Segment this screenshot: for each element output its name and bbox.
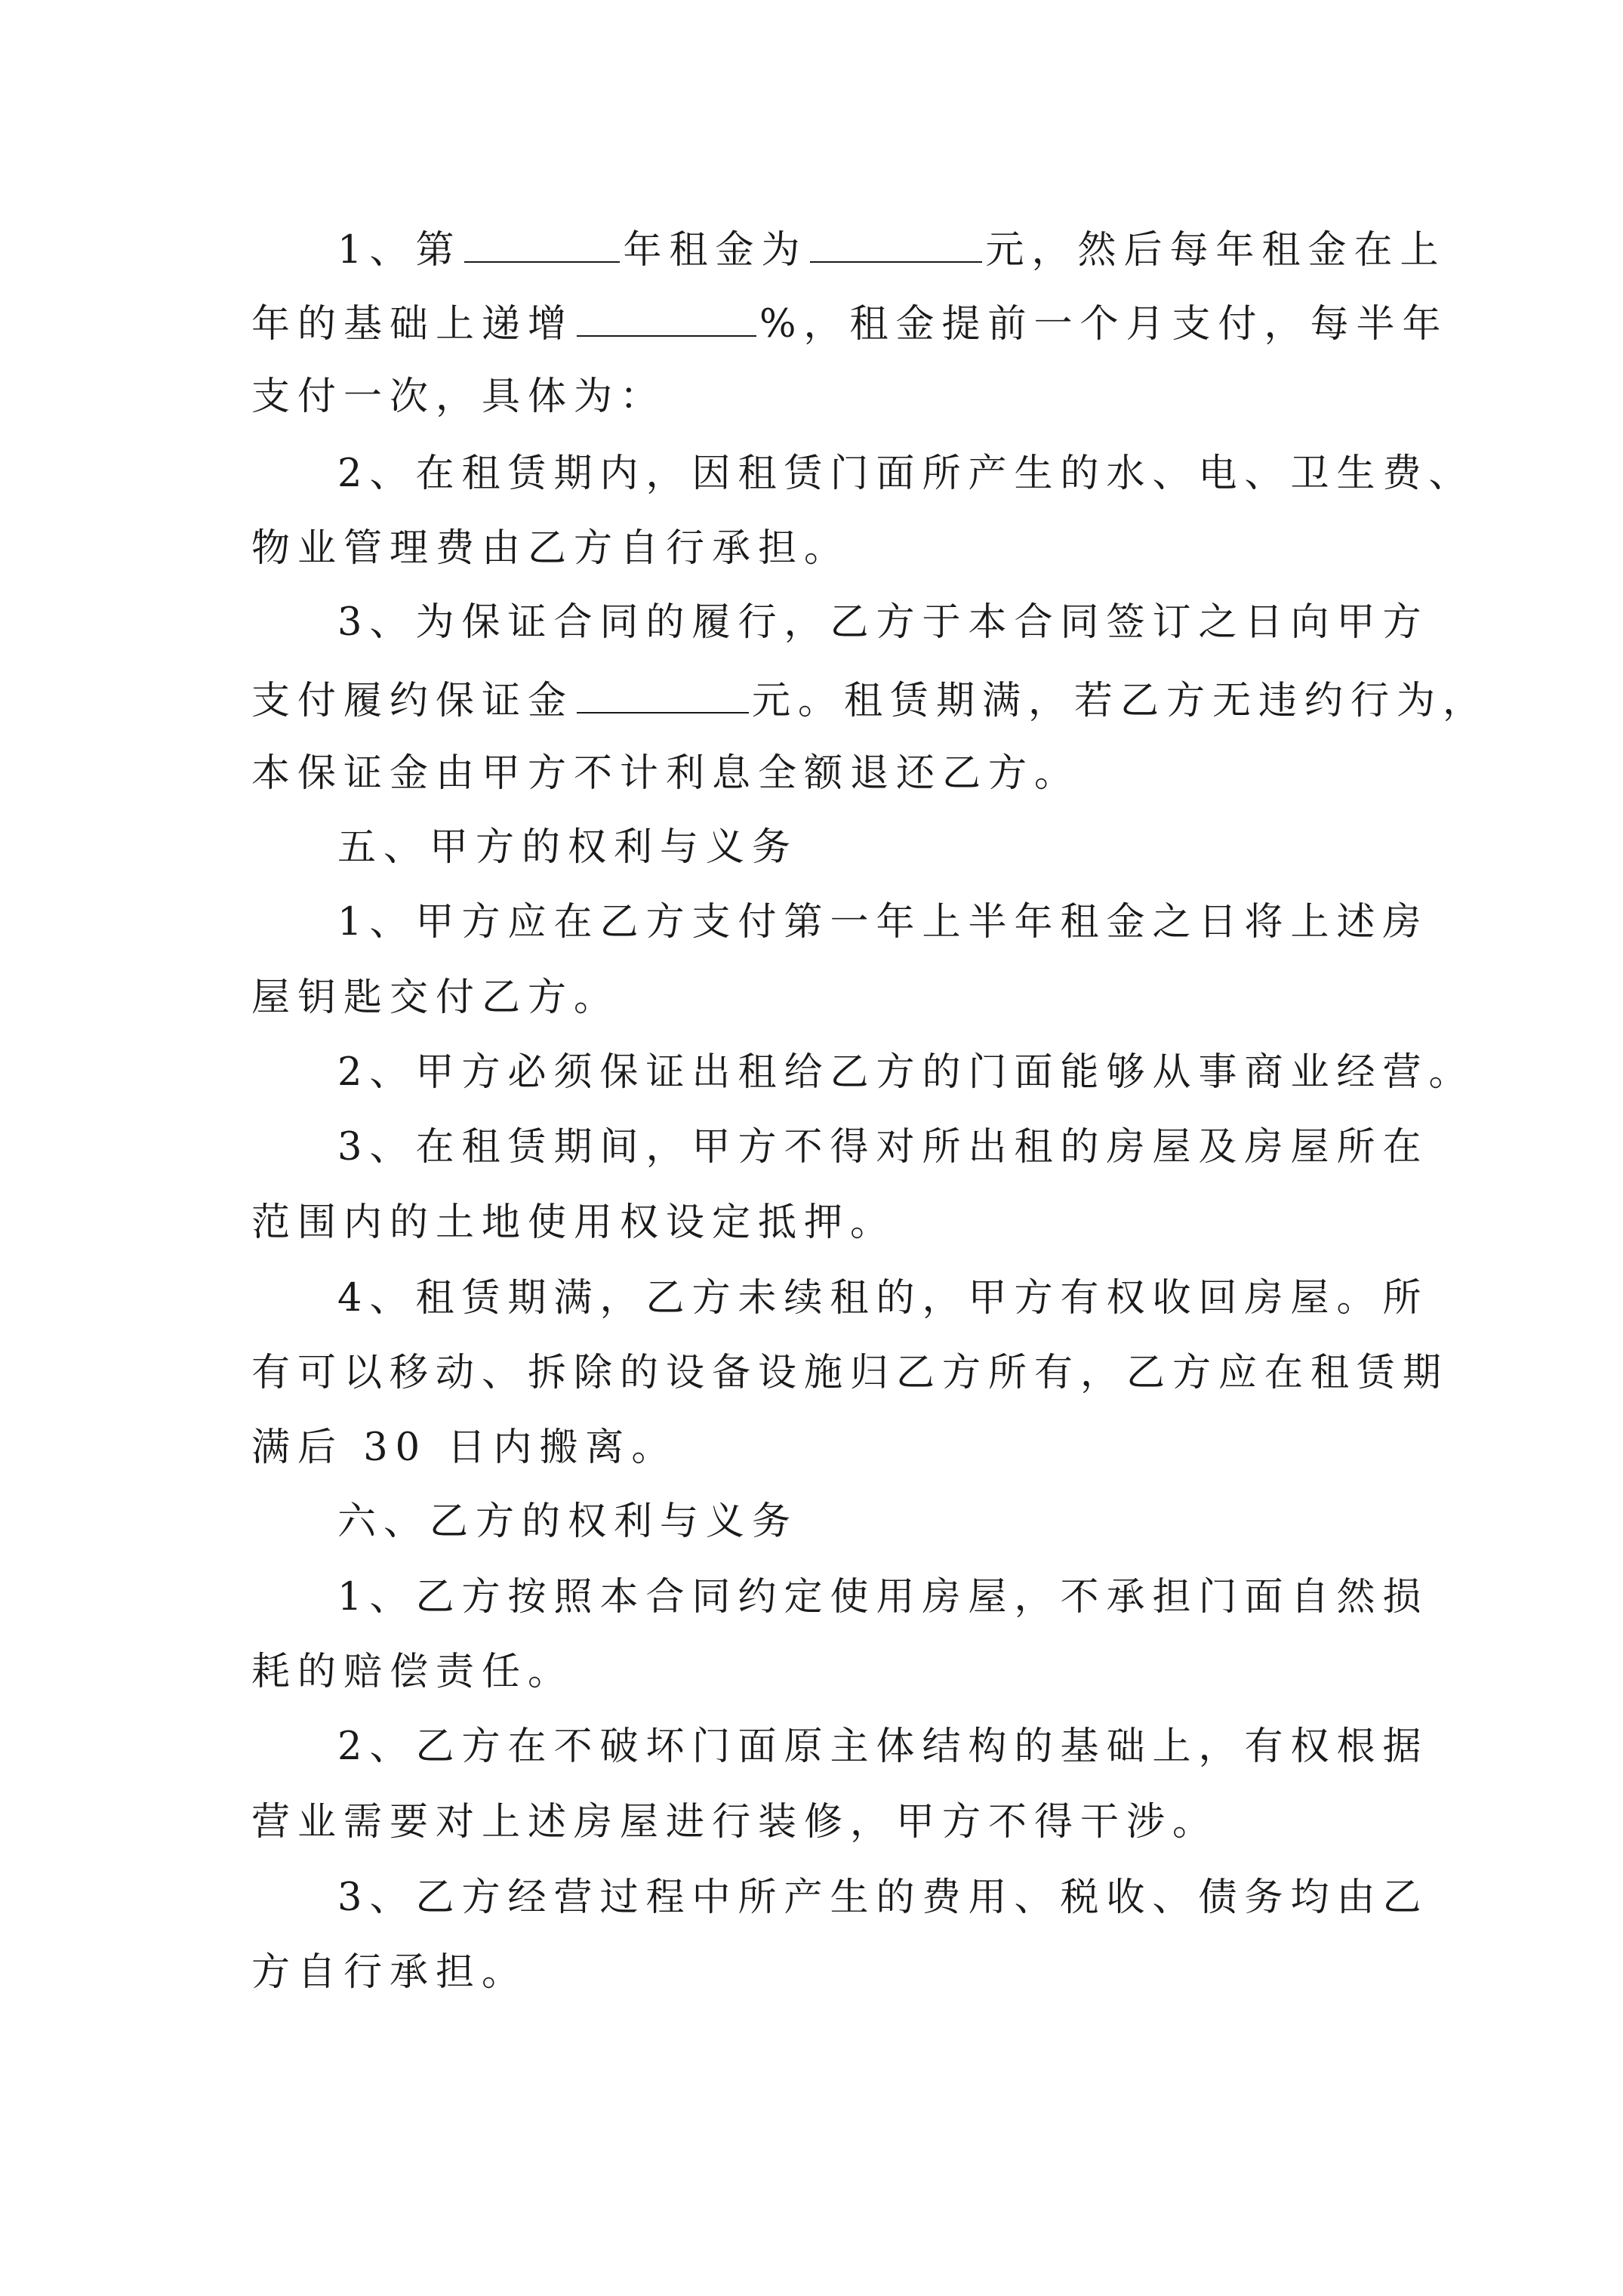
party-a-clause-4-line-2: 有可以移动、拆除的设备设施归乙方所有，乙方应在租赁期	[251, 1351, 1449, 1395]
party-b-clause-1-line-1: 1、乙方按照本合同约定使用房屋，不承担门面自然损	[337, 1575, 1429, 1620]
party-a-clause-3-line-1: 3、在租赁期间，甲方不得对所出租的房屋及房屋所在	[337, 1125, 1429, 1170]
party-a-clause-3-line-2: 范围内的土地使用权设定抵押。	[251, 1200, 897, 1245]
party-a-clause-2: 2、甲方必须保证出租给乙方的门面能够从事商业经营。	[337, 1050, 1475, 1095]
deposit-clause-line-1: 3、为保证合同的履行，乙方于本合同签订之日向甲方	[337, 600, 1429, 645]
first-year-blank	[464, 225, 620, 263]
rent-clause-line-2: 年的基础上递增 %，租金提前一个月支付，每半年	[251, 299, 1384, 344]
deposit-amount-blank	[577, 676, 749, 713]
party-a-clause-4-line-3: 满后 30 日内搬离。	[251, 1425, 678, 1470]
party-a-clause-4-line-1: 4、租赁期满，乙方未续租的，甲方有权收回房屋。所	[337, 1276, 1429, 1321]
rent-clause-line-1: 1、第 年租金为 元，然后每年租金在上	[337, 225, 1470, 270]
deposit-clause-line-2: 支付履约保证金 元。租赁期满，若乙方无违约行为，	[251, 676, 1384, 721]
utilities-clause-line-1: 2、在租赁期内，因租赁门面所产生的水、电、卫生费、	[337, 451, 1475, 496]
party-a-clause-1-line-2: 屋钥匙交付乙方。	[251, 975, 621, 1020]
party-a-clause-1-line-1: 1、甲方应在乙方支付第一年上半年租金之日将上述房	[337, 900, 1429, 945]
section-heading-party-a: 五、甲方的权利与义务	[337, 825, 799, 870]
party-b-clause-2-line-2: 营业需要对上述房屋进行装修，甲方不得干涉。	[251, 1800, 1219, 1845]
section-heading-party-b: 六、乙方的权利与义务	[337, 1499, 799, 1544]
party-b-clause-1-line-2: 耗的赔偿责任。	[251, 1650, 574, 1694]
increase-percent-blank	[577, 299, 756, 337]
party-b-clause-3-line-2: 方自行承担。	[251, 1950, 528, 1995]
utilities-clause-line-2: 物业管理费由乙方自行承担。	[251, 526, 851, 571]
deposit-clause-line-3: 本保证金由甲方不计利息全额退还乙方。	[251, 751, 1081, 796]
rent-clause-line-3: 支付一次，具体为：	[251, 374, 667, 419]
party-b-clause-2-line-1: 2、乙方在不破坏门面原主体结构的基础上，有权根据	[337, 1724, 1429, 1769]
rent-amount-blank	[810, 225, 982, 263]
party-b-clause-3-line-1: 3、乙方经营过程中所产生的费用、税收、债务均由乙	[337, 1875, 1429, 1920]
